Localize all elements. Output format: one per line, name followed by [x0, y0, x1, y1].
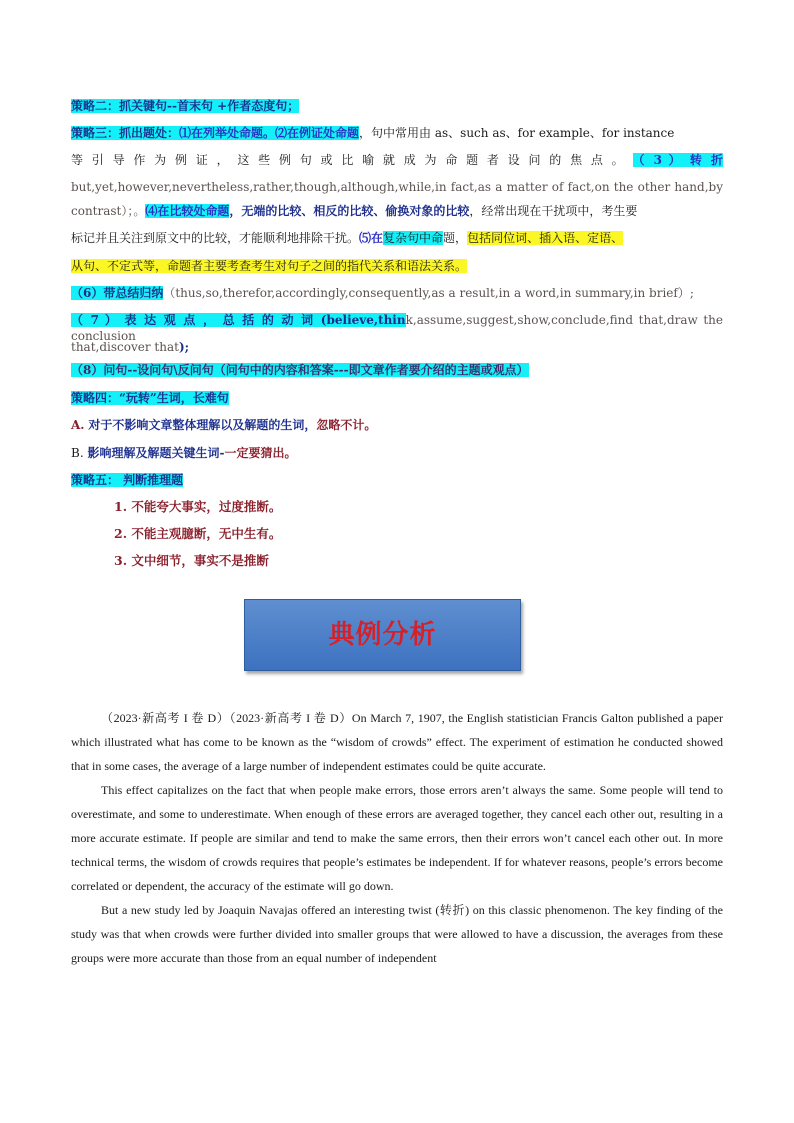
strategy-3-point-7-words: k,assume,suggest,show,conclude,find that,draw the conclusion — [71, 313, 724, 343]
strategy-4-line — [71, 390, 723, 406]
strategy-3-transition-words: but,yet,however,nevertheless,rather,though,although,while,in fact,as a matter of fact,on the other hand,by — [71, 180, 723, 194]
reading-passage — [71, 706, 723, 970]
strategy-4-b-label: B. — [71, 446, 84, 460]
strategy-5-heading: 策略五： 判断推理题 — [71, 473, 184, 487]
strategy-3-line-3 — [71, 179, 723, 195]
strategy-3-line-5-text: 标记并且关注到原文中的比较，才能顺利地排除干扰。 — [71, 231, 360, 245]
strategy-3-line-7 — [71, 285, 723, 301]
strategy-3-line-4 — [71, 203, 723, 219]
strategy-4-b-text: 影响理解及解题关键生词- — [87, 446, 225, 460]
strategy-5-item-2: 2. 不能主观臆断，无中生有。 — [114, 526, 282, 541]
strategy-3-line-10 — [71, 362, 723, 378]
passage-paragraph-1: （2023·新高考 I 卷 D）（2023·新高考 I 卷 D）On March 7, 1907, the English statistician Francis Galton published a paper which illustrated what has come to be known as the “wisdom of crowds” effect. The experiment of estimation he conducted showed that in some cases, the average of a large number of independent estimates could be quite accurate. — [71, 711, 723, 773]
strategy-3-point-6-words: （thus,so,therefor,accordingly,consequently,as a result,in a word,in summary,in brief）; — [163, 286, 694, 300]
strategy-3-point-7-end: ); — [178, 340, 190, 354]
strategy-2-line — [71, 98, 723, 114]
section-banner-title: 典例分析 — [328, 620, 437, 650]
strategy-3-point-5: ⑸在 — [359, 231, 384, 245]
strategy-3-point-6: （6）带总结归纳 — [71, 286, 164, 300]
strategy-4-a-text: 对于不影响文章整体理解以及解题的生词， — [88, 418, 317, 432]
strategy-2-heading: 策略二：抓关键句--首末句 +作者态度句； — [71, 99, 300, 113]
strategy-3-line-9 — [71, 339, 723, 355]
strategy-3-point-5-highlight: 复杂句中命 — [383, 231, 444, 245]
strategy-5-item-1: 1. 不能夸大事实，过度推断。 — [114, 499, 282, 514]
strategy-3-point-4-tail: ，经常出现在干扰项中，考生要 — [469, 204, 638, 218]
strategy-3-line-2 — [71, 152, 723, 168]
strategy-3-line-6-text: 从句、不定式等，命题者主要考查考生对句子之间的指代关系和语法关系。 — [71, 259, 468, 273]
section-banner — [244, 599, 521, 671]
strategy-3-text-1: ，句中常用由 as、such as、for example、for instance — [359, 126, 675, 140]
strategy-3-text-2: 等 引 导 作 为 例 证 ， 这 些 例 句 或 比 喻 就 成 为 命 题 者 设 问 的 焦 点 。 — [71, 153, 627, 167]
strategy-4-heading: 策略四：“玩转”生词，长难句 — [71, 391, 229, 405]
strategy-4-a-line — [71, 417, 723, 433]
strategy-3-point-5-b: 题， — [443, 231, 468, 245]
strategy-3-line-5 — [71, 230, 723, 246]
strategy-3-point-5-yellow: 包括同位词、插入语、定语、 — [467, 231, 624, 245]
strategy-4-b-red: 一定要猜出。 — [224, 446, 297, 460]
strategy-5-item-3: 3. 文中细节，事实不是推断 — [114, 553, 269, 568]
strategy-3-line-1 — [71, 125, 723, 141]
strategy-3-contrast: contrast）；。 — [71, 204, 146, 218]
strategy-3-heading: 策略三：抓出题处： — [71, 126, 180, 140]
strategy-4-a-red: 忽略不计。 — [316, 418, 377, 432]
strategy-4-a-label: A. — [71, 418, 85, 432]
strategy-3-point-4: ⑷在比较处命题 — [145, 204, 230, 218]
strategy-5-line — [71, 472, 723, 488]
passage-paragraph-3: But a new study led by Joaquin Navajas offered an interesting twist (转折) on this classic phenomenon. The key finding of the study was that when crowds were further divided into smaller groups that were allowed to have a discussion, the averages from these groups were more accurate than those from an equal number of independent — [71, 903, 723, 965]
strategy-3-point-4-text: ，无端的比较、相反的比较、偷换对象的比较 — [229, 204, 470, 218]
strategy-3-point-8: （8）问句--设问句\反问句（问句中的内容和答案---即文章作者要介绍的主题或观点） — [71, 363, 529, 377]
strategy-3-point-7-words-2: that,discover that — [71, 340, 179, 354]
strategy-3-point-1: ⑴在列举处命题。 — [179, 126, 276, 140]
strategy-3-point-2: ⑵在例证处命题 — [275, 126, 360, 140]
strategy-4-b-line — [71, 445, 723, 461]
strategy-3-point-3: （ 3 ） 转 折 — [632, 153, 723, 167]
strategy-3-line-6 — [71, 258, 723, 274]
strategy-3-point-7: （ 7 ） 表 达 观 点 ， 总 括 的 动 词 (believe,thin — [71, 313, 406, 327]
passage-paragraph-2: This effect capitalizes on the fact that when people make errors, those errors aren’t always the same. Some people will tend to overestimate, and some to underestimate. When enough of these errors are averaged together, they cancel each other out, resulting in a more accurate estimate. If people are similar and tend to make the same errors, then their errors won’t cancel each other out. In more technical terms, the wisdom of crowds requires that people’s estimates be independent. If for whatever reasons, people’s errors become correlated or dependent, the accuracy of the estimate will go down. — [71, 783, 723, 893]
